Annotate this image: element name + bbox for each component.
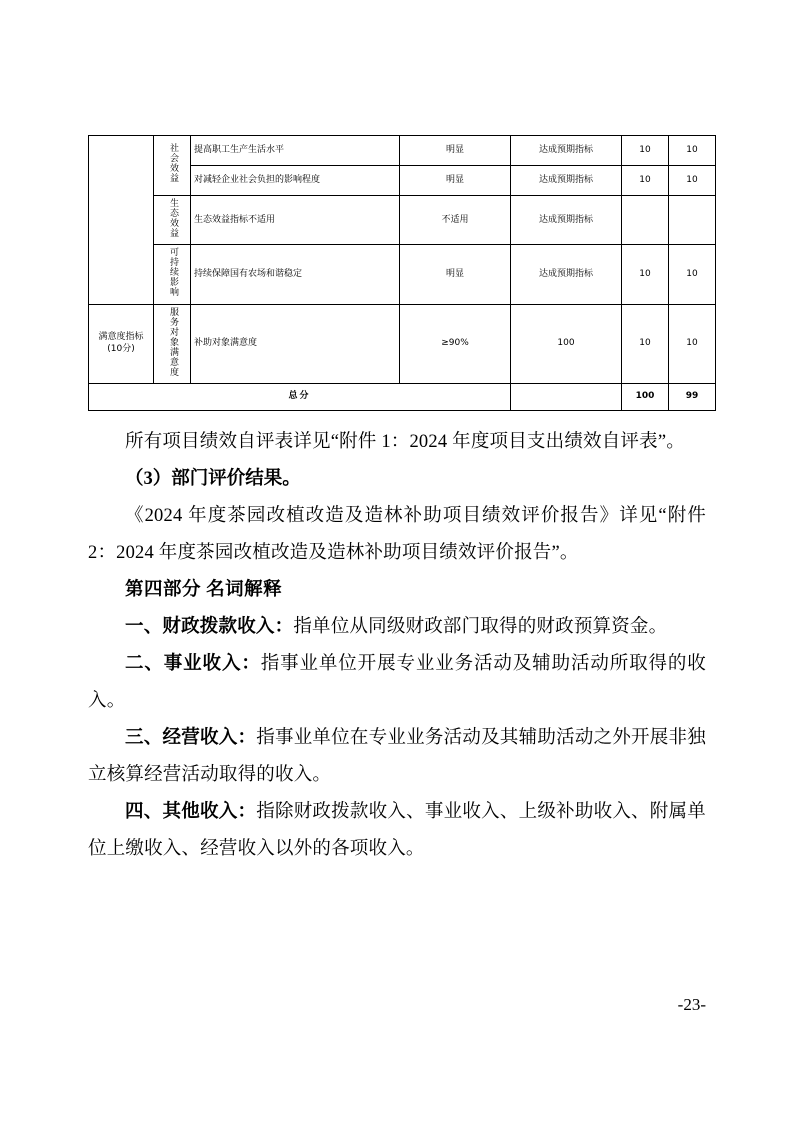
cell-indicator-name: 生态效益指标不适用 <box>191 196 400 245</box>
cell-score: 10 <box>669 304 716 383</box>
term-text-2: 指事业单位开展专业业务活动及辅助活动所取得的收入。 <box>88 653 706 711</box>
cell-score: 10 <box>669 245 716 304</box>
cell-standard-value: 明显 <box>400 136 511 166</box>
cell-dimension-service-satisfaction <box>154 304 191 383</box>
cell-indicator-name: 提高职工生产生活水平 <box>191 136 400 166</box>
total-blank <box>511 383 622 410</box>
cell-score <box>669 196 716 245</box>
cell-weight: 10 <box>622 136 669 166</box>
cell-category-blank <box>89 136 154 305</box>
term-item-1 <box>88 609 706 646</box>
total-label: 总分 <box>89 383 511 410</box>
cell-score: 10 <box>669 166 716 196</box>
cell-standard-value: 不适用 <box>400 196 511 245</box>
term-item-2 <box>88 646 706 720</box>
total-weight: 100 <box>622 383 669 410</box>
cell-standard-value: ≥90% <box>400 304 511 383</box>
performance-self-assessment-table <box>88 135 716 411</box>
heading-department-evaluation-result: （3）部门评价结果。 <box>125 468 301 489</box>
term-label-1: 一、财政拨款收入： <box>125 616 294 637</box>
paragraph-self-assessment-attachment: 所有项目绩效自评表详见“附件 1：2024 年度项目支出绩效自评表”。 <box>125 431 685 452</box>
cell-indicator-name: 持续保障国有农场和谐稳定 <box>191 245 400 304</box>
term-item-4 <box>88 794 706 868</box>
dimension-label: 可持续影响 <box>167 247 178 298</box>
cell-weight: 10 <box>622 304 669 383</box>
cell-indicator-name: 对减轻企业社会负担的影响程度 <box>191 166 400 196</box>
cell-weight: 10 <box>622 245 669 304</box>
table-total-row <box>89 383 716 410</box>
dimension-label: 社会效益 <box>167 143 178 184</box>
cell-weight: 10 <box>622 166 669 196</box>
table-row <box>89 304 716 383</box>
page-number: -23- <box>677 995 706 1014</box>
cell-dimension-ecological <box>154 196 191 245</box>
cell-actual-value: 达成预期指标 <box>511 166 622 196</box>
term-label-2: 二、事业收入： <box>125 653 261 674</box>
term-item-3 <box>88 720 706 794</box>
cell-standard-value: 明显 <box>400 166 511 196</box>
cell-standard-value: 明显 <box>400 245 511 304</box>
cell-actual-value: 达成预期指标 <box>511 245 622 304</box>
cell-indicator-name: 补助对象满意度 <box>191 304 400 383</box>
cell-category-satisfaction: 满意度指标(10分) <box>89 304 154 383</box>
term-label-4: 四、其他收入： <box>125 801 257 822</box>
term-text-3: 指事业单位在专业业务活动及其辅助活动之外开展非独立核算经营活动取得的收入。 <box>88 727 706 785</box>
table-row <box>89 196 716 245</box>
paragraph-evaluation-report-attachment: 《2024 年度茶园改植改造及造林补助项目绩效评价报告》详见“附件 2：2024 年度茶园改植改造及造林补助项目绩效评价报告”。 <box>88 505 706 563</box>
cell-actual-value: 100 <box>511 304 622 383</box>
term-label-3: 三、经营收入： <box>125 727 257 748</box>
cell-score: 10 <box>669 136 716 166</box>
cell-dimension-social <box>154 136 191 196</box>
dimension-label: 服务对象满意度 <box>167 306 178 377</box>
cell-weight <box>622 196 669 245</box>
table-row <box>89 245 716 304</box>
section-title-part-four: 第四部分 名词解释 <box>125 579 283 600</box>
cell-actual-value: 达成预期指标 <box>511 136 622 166</box>
term-text-1: 指单位从同级财政部门取得的财政预算资金。 <box>293 616 668 637</box>
dimension-label: 生态效益 <box>167 198 178 238</box>
total-score: 99 <box>669 383 716 410</box>
cell-actual-value: 达成预期指标 <box>511 196 622 245</box>
cell-dimension-sustainable <box>154 245 191 304</box>
table-row <box>89 136 716 166</box>
term-text-4: 指除财政拨款收入、事业收入、上级补助收入、附属单位上缴收入、经营收入以外的各项收入。 <box>88 801 706 859</box>
page-content <box>88 135 706 868</box>
